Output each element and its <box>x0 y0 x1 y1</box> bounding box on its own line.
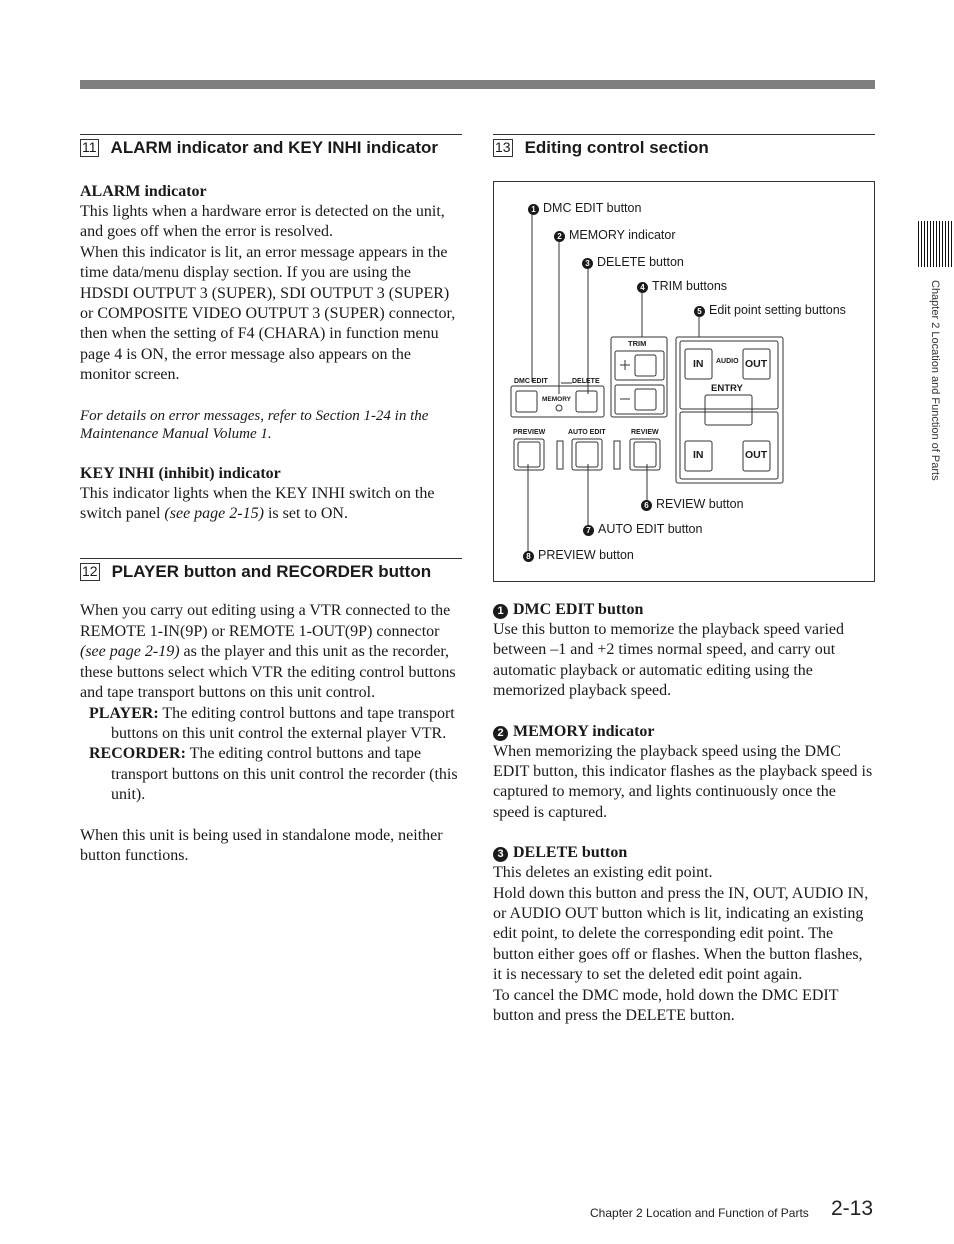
item-text: To cancel the DMC mode, hold down the DMC EDIT button and press the DELETE button. <box>493 986 839 1025</box>
alarm-paragraph-2: When this indicator is lit, an error message appears in the time data/menu display section. If you are using the HDSDI OUTPUT 3 (SUPER), SDI OUTPUT 3 (SUPER) or COMPOSITE VIDEO OUTPUT 3 (SUPER) connector, then when the setting of F4 (CHARA) in function menu page 4 is ON, the error message also appears on the monitor screen. <box>80 243 456 384</box>
section-number: 13 <box>495 139 511 155</box>
alarm-note: For details on error messages, refer to Section 1-24 in the Maintenance Manual Volume 1. <box>80 407 429 442</box>
callout-dmc-edit-button: 1 DMC EDIT button <box>528 201 641 215</box>
editing-control-descriptions <box>493 600 875 1027</box>
memory-label: MEMORY <box>542 396 572 403</box>
audio-label: AUDIO <box>716 358 739 365</box>
right-column <box>493 134 875 159</box>
recorder-item: RECORDER: The editing control buttons and tape transport buttons on this unit control the recorder (this unit). <box>89 745 458 804</box>
delete-label: DELETE <box>572 378 600 385</box>
section-number: 11 <box>82 139 97 155</box>
entry-label: ENTRY <box>711 383 743 394</box>
standalone-paragraph: When this unit is being used in standalone mode, neither button functions. <box>80 826 443 864</box>
in-button-label: IN <box>693 449 704 461</box>
key-inhi-paragraph: This indicator lights when the KEY INHI switch on the switch panel (see page 2-15) is set to ON. <box>80 484 435 523</box>
trim-label: TRIM <box>628 339 647 348</box>
footer-chapter-label: Chapter 2 Location and Function of Parts <box>590 1206 809 1220</box>
callout-auto-edit-button: 7 AUTO EDIT button <box>583 522 702 536</box>
callout-review-button: 6 REVIEW button <box>641 497 744 511</box>
chapter-tab-marker <box>918 221 954 267</box>
out-button-label: OUT <box>745 358 768 370</box>
callout-delete-button: 3 DELETE button <box>582 255 684 269</box>
section-12-heading <box>80 559 462 583</box>
page-reference: (see page 2-15) <box>164 505 264 523</box>
editing-control-figure <box>493 181 875 582</box>
out-button-label: OUT <box>745 449 768 461</box>
preview-label: PREVIEW <box>513 429 546 436</box>
item-text: When memorizing the playback speed using the DMC EDIT button, this indicator flashes as the playback speed is captured to memory, and lights continuously once the speed is captured. <box>493 742 873 821</box>
section-number: 12 <box>82 563 98 580</box>
item-heading: 1 DMC EDIT button <box>493 600 875 620</box>
left-column <box>80 134 462 866</box>
section-11-heading <box>80 135 462 159</box>
top-rule-bar <box>80 80 875 89</box>
callout-edit-point-buttons: 5 Edit point setting buttons <box>694 303 846 317</box>
item-heading: 3 DELETE button <box>493 843 875 863</box>
auto-edit-label: AUTO EDIT <box>568 429 606 436</box>
callout-memory-indicator: 2 MEMORY indicator <box>554 228 676 242</box>
item-text: Hold down this button and press the IN, OUT, AUDIO IN, or AUDIO OUT button which is lit, indicating an existing edit point, to delete the corresponding edit point. The button either goes off or flashes. When the button flashes, it is necessary to set the deleted edit point again. <box>493 884 869 984</box>
dmc-edit-label: DMC EDIT <box>514 378 548 385</box>
callout-preview-button: 8 PREVIEW button <box>523 548 634 562</box>
side-chapter-label: Chapter 2 Location and Function of Parts <box>929 280 941 481</box>
callout-trim-buttons: 4 TRIM buttons <box>637 279 727 293</box>
section-title: Editing control section <box>524 138 709 157</box>
item-text: This deletes an existing edit point. <box>493 864 713 882</box>
player-item: PLAYER: The editing control buttons and tape transport buttons on this unit control the external player VTR. <box>89 704 455 742</box>
key-inhi-heading: KEY INHI (inhibit) indicator <box>80 464 281 482</box>
page-reference: (see page 2-19) <box>80 643 180 661</box>
alarm-indicator-heading: ALARM indicator <box>80 183 207 200</box>
in-button-label: IN <box>693 358 704 370</box>
section-13-heading <box>493 135 875 159</box>
page-number: 2-13 <box>831 1197 874 1220</box>
section-title: ALARM indicator and KEY INHI indicator <box>110 138 438 157</box>
review-label: REVIEW <box>631 429 659 436</box>
alarm-paragraph-1: This lights when a hardware error is detected on the unit, and goes off when the error is resolved. <box>80 203 445 241</box>
section-title: PLAYER button and RECORDER button <box>111 562 432 582</box>
item-text: Use this button to memorize the playback speed varied between –1 and +2 times normal speed, and carry out automatic playback or automatic editing using the memorized playback speed. <box>493 621 845 700</box>
player-recorder-paragraph: When you carry out editing using a VTR connected to the REMOTE 1-IN(9P) or REMOTE 1-OUT(9P) connector (see page 2-19) as the player and this unit as the recorder, these buttons select which VTR the editing control buttons and tape transport buttons on this unit control. <box>80 602 456 702</box>
item-heading: 2 MEMORY indicator <box>493 722 875 742</box>
